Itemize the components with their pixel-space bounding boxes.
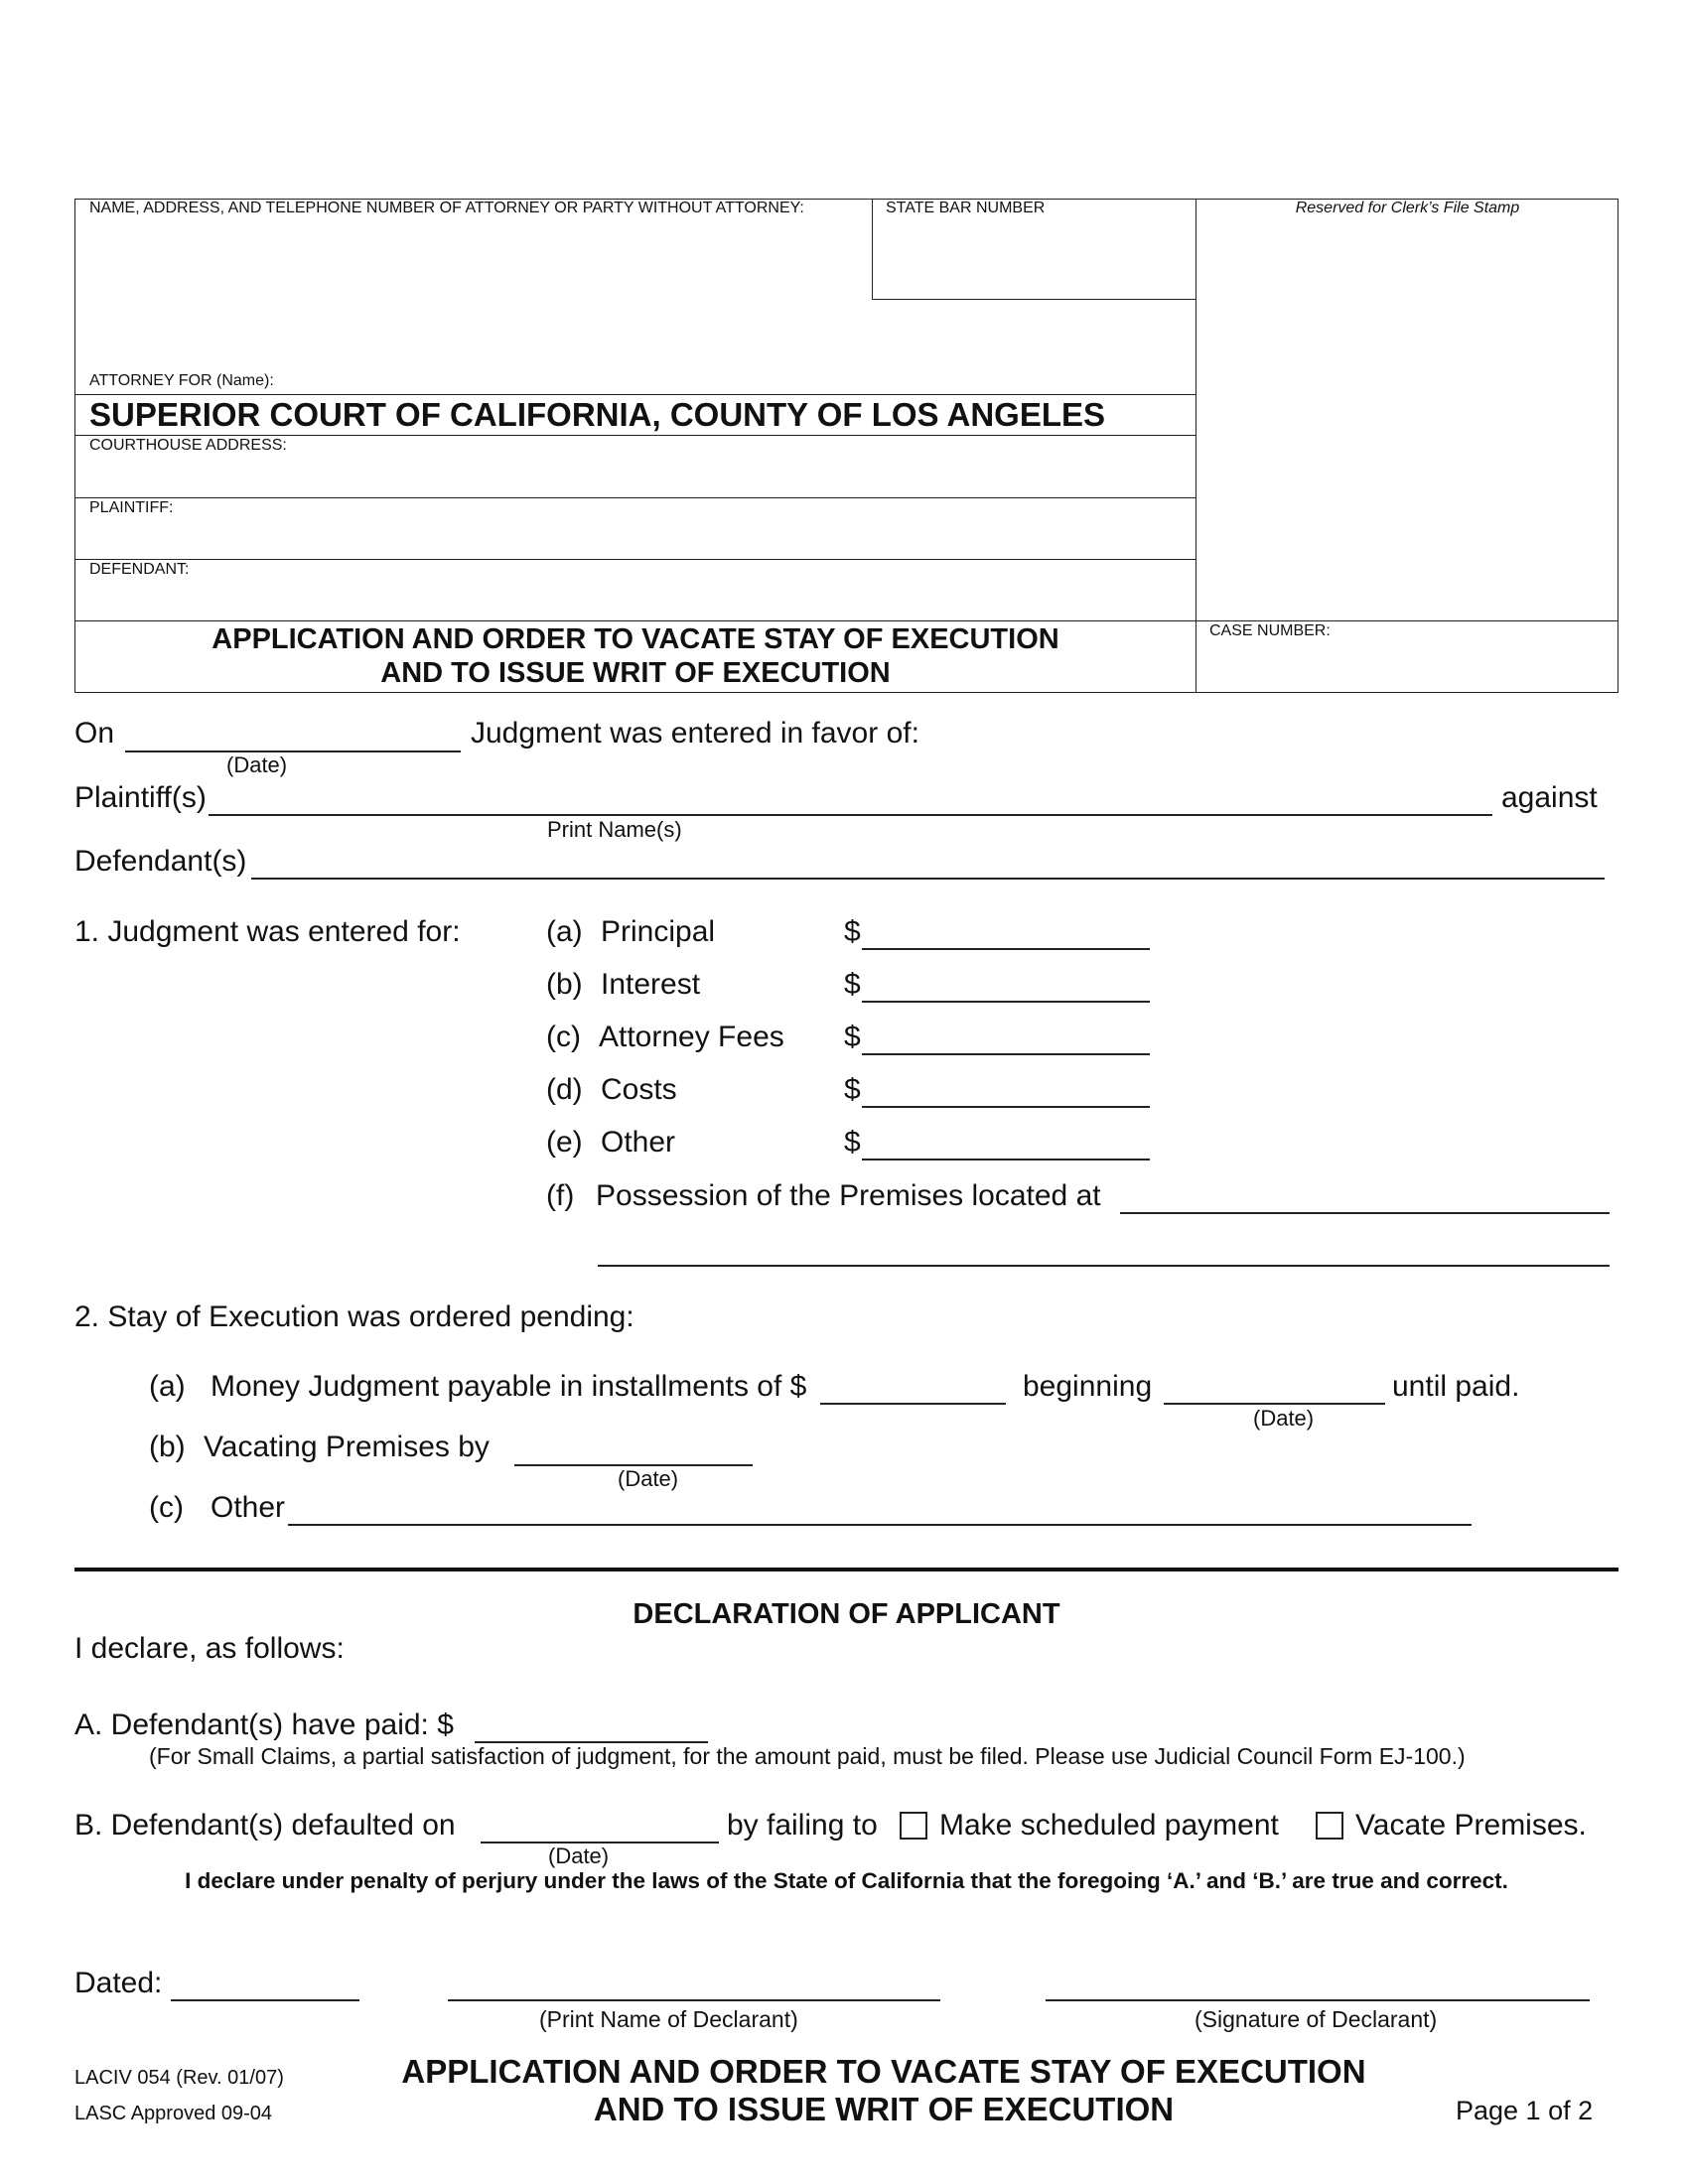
installment-amount-field[interactable] — [822, 1370, 1008, 1404]
case-number-field[interactable] — [1206, 643, 1613, 685]
defendant-field[interactable] — [209, 578, 1186, 617]
state-bar-label: STATE BAR NUMBER — [886, 200, 1046, 216]
defendants-label: Defendant(s) — [74, 845, 247, 878]
form-title-line2: AND TO ISSUE WRIT OF EXECUTION — [380, 657, 891, 689]
state-bar-field[interactable] — [882, 238, 1184, 280]
court-name: SUPERIOR COURT OF CALIFORNIA, COUNTY OF LOS ANGELES — [89, 396, 1106, 433]
item1-name: Interest — [601, 968, 701, 1001]
item1-letter: (a) — [546, 915, 583, 948]
declaration-intro: I declare, as follows: — [74, 1632, 345, 1665]
principal-amount-field[interactable] — [866, 915, 1152, 949]
vacating-date-caption: (Date) — [618, 1466, 679, 1491]
dollar-sign: $ — [844, 1073, 861, 1106]
clerk-stamp-label: Reserved for Clerk’s File Stamp — [1295, 200, 1520, 216]
item1-letter: (e) — [546, 1126, 583, 1159]
state-bar-bottom — [872, 299, 1196, 300]
beginning-label: beginning — [1023, 1370, 1153, 1403]
vacating-text: Vacating Premises by — [204, 1431, 490, 1463]
attorney-label: NAME, ADDRESS, AND TELEPHONE NUMBER OF ATTORNEY OR PARTY WITHOUT ATTORNEY: — [89, 200, 804, 216]
vacate-premises-label: Vacate Premises. — [1355, 1809, 1587, 1842]
defaulted-text: B. Defendant(s) defaulted on — [74, 1809, 456, 1842]
state-bar-divider — [872, 199, 873, 300]
other-amount-field[interactable] — [866, 1126, 1152, 1160]
item2-a-letter: (a) — [149, 1370, 186, 1403]
item2-other-label: Other — [211, 1491, 286, 1524]
paid-text: A. Defendant(s) have paid: $ — [74, 1708, 454, 1741]
item1-name: Principal — [601, 915, 716, 948]
form-title-line1: APPLICATION AND ORDER TO VACATE STAY OF EXECUTION — [211, 623, 1059, 655]
plaintiff-field[interactable] — [199, 516, 1186, 556]
scheduled-payment-label: Make scheduled payment — [939, 1809, 1279, 1842]
item2-label: 2. Stay of Execution was ordered pending: — [74, 1300, 634, 1333]
perjury-statement: I declare under penalty of perjury under the laws of the State of California that the foregoing ‘A.’ and ‘B.’ are true and correct. — [185, 1868, 1508, 1893]
possession-text: Possession of the Premises located at — [596, 1179, 1101, 1212]
declaration-heading: DECLARATION OF APPLICANT — [633, 1598, 1060, 1630]
judgment-date-field[interactable] — [127, 717, 463, 751]
vacating-date-field[interactable] — [516, 1431, 755, 1464]
costs-amount-field[interactable] — [866, 1073, 1152, 1107]
plaintiffs-line — [209, 814, 1492, 816]
interest-amount-field[interactable] — [866, 968, 1152, 1002]
failing-label: by failing to — [727, 1809, 878, 1842]
plaintiff-bottom-line — [74, 559, 1196, 560]
dollar-sign: $ — [844, 1021, 861, 1053]
small-claims-note: (For Small Claims, a partial satisfaction of judgment, for the amount paid, must be filed. Please use Judicial Council Form EJ-100.) — [149, 1743, 1466, 1769]
item1-letter: (b) — [546, 968, 583, 1001]
dated-label: Dated: — [74, 1967, 163, 1999]
defendants-field[interactable] — [253, 844, 1607, 878]
item2-c-letter: (c) — [149, 1491, 184, 1524]
item1-letter: (c) — [546, 1021, 581, 1053]
item1-name: Costs — [601, 1073, 677, 1106]
signature-line — [1046, 1999, 1590, 2001]
beginning-date-field[interactable] — [1166, 1370, 1387, 1404]
footer-title-line2: AND TO ISSUE WRIT OF EXECUTION — [593, 2091, 1175, 2127]
court-bottom-line — [74, 435, 1196, 436]
print-name-caption: (Print Name of Declarant) — [539, 2006, 798, 2032]
item1-letter: (f) — [546, 1179, 575, 1212]
vacate-premises-checkbox[interactable] — [1316, 1812, 1343, 1840]
dollar-sign: $ — [844, 915, 861, 948]
print-names-caption: Print Name(s) — [547, 817, 682, 842]
default-date-field[interactable] — [483, 1809, 721, 1843]
item1-label: 1. Judgment was entered for: — [74, 915, 461, 948]
on-label: On — [74, 717, 115, 750]
against-label: against — [1501, 781, 1598, 814]
signature-caption: (Signature of Declarant) — [1195, 2006, 1438, 2032]
item2-other-field[interactable] — [290, 1491, 1474, 1525]
page-number: Page 1 of 2 — [1456, 2096, 1594, 2125]
approval-label: LASC Approved 09-04 — [74, 2103, 273, 2124]
plaintiffs-label: Plaintiff(s) — [74, 781, 207, 814]
installments-text: Money Judgment payable in installments of $ — [211, 1370, 807, 1403]
footer-title-line1: APPLICATION AND ORDER TO VACATE STAY OF EXECUTION — [401, 2053, 1366, 2090]
defendant-bottom-line — [74, 620, 1618, 621]
courthouse-label: COURTHOUSE ADDRESS: — [89, 437, 287, 454]
courthouse-bottom-line — [74, 497, 1196, 498]
premises-line-2 — [598, 1265, 1610, 1267]
until-paid-label: until paid. — [1392, 1370, 1520, 1403]
judgment-date-line — [125, 751, 461, 752]
attorney-info-field[interactable] — [87, 222, 866, 375]
scheduled-payment-checkbox[interactable] — [900, 1812, 927, 1840]
item2-b-letter: (b) — [149, 1431, 186, 1463]
plaintiff-label: PLAINTIFF: — [89, 499, 174, 516]
dollar-sign: $ — [844, 1126, 861, 1159]
judgment-entered-text: Judgment was entered in favor of: — [471, 717, 919, 750]
plaintiffs-field[interactable] — [211, 780, 1494, 814]
attorney-for-label: ATTORNEY FOR (Name): — [89, 372, 274, 389]
item1-letter: (d) — [546, 1073, 583, 1106]
dollar-sign: $ — [844, 968, 861, 1001]
premises-address-field-1[interactable] — [1122, 1179, 1612, 1213]
item1-name: Other — [601, 1126, 676, 1159]
section-divider — [74, 1568, 1618, 1571]
beginning-date-caption: (Date) — [1253, 1406, 1315, 1431]
defendants-line — [251, 878, 1605, 880]
courthouse-field[interactable] — [328, 455, 1186, 494]
premises-address-field-2[interactable] — [600, 1231, 1612, 1265]
defendant-label: DEFENDANT: — [89, 561, 190, 578]
court-top-line — [74, 394, 1196, 395]
form-id: LACIV 054 (Rev. 01/07) — [74, 2067, 284, 2089]
print-name-field[interactable] — [450, 1967, 942, 2000]
dated-field[interactable] — [173, 1967, 361, 2000]
case-number-label: CASE NUMBER: — [1209, 622, 1331, 639]
paid-amount-field[interactable] — [477, 1708, 710, 1742]
judgment-date-caption: (Date) — [226, 752, 288, 777]
default-date-caption: (Date) — [548, 1843, 610, 1868]
item1-name: Attorney Fees — [599, 1021, 784, 1053]
attorney-fees-amount-field[interactable] — [866, 1021, 1152, 1054]
